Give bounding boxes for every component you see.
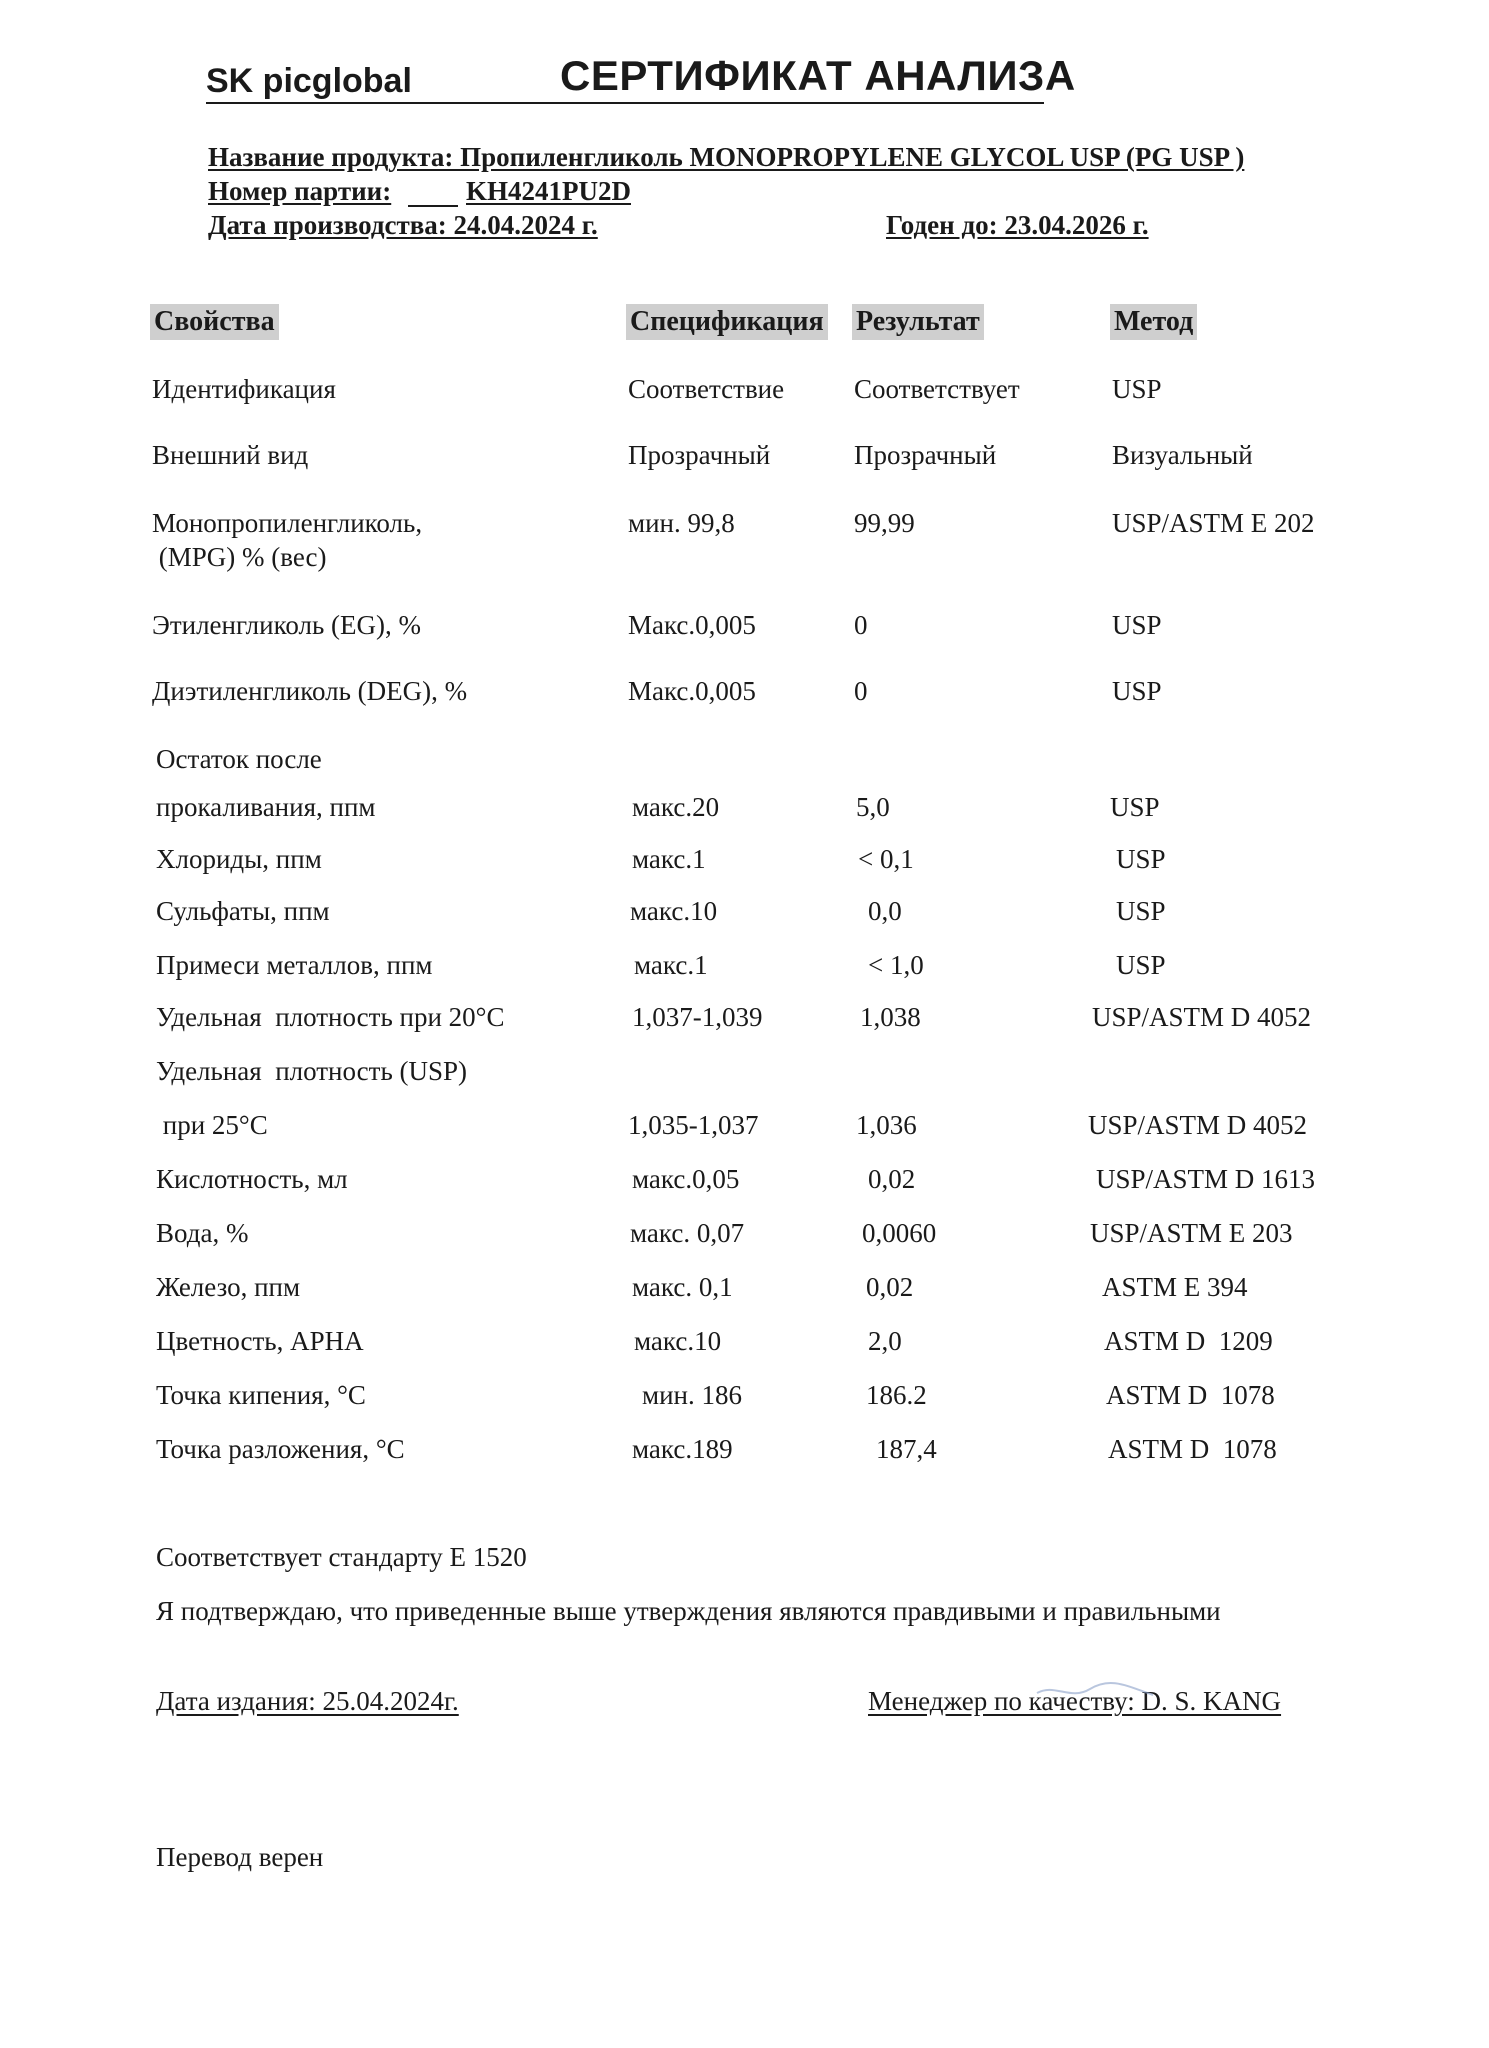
production-date: Дата производства: 24.04.2024 г.: [208, 210, 598, 240]
table-cell-result: 0,02: [866, 1272, 914, 1302]
table-cell-property: Диэтиленгликоль (DEG), %: [152, 676, 468, 706]
table-cell-spec: мин. 186: [642, 1380, 742, 1410]
table-cell-result: 187,4: [876, 1434, 937, 1464]
table-cell-property: Точка кипения, °С: [156, 1380, 366, 1410]
table-cell-spec: 1,035-1,037: [628, 1110, 759, 1140]
table-cell-result: Прозрачный: [854, 440, 997, 470]
table-cell-property: Удельная плотность при 20°С: [156, 1002, 505, 1032]
expiry-date: Годен до: 23.04.2026 г.: [886, 210, 1149, 240]
column-header-result: Результат: [852, 304, 984, 340]
table-cell-result: Соответствует: [854, 374, 1020, 404]
table-cell-property-line2: при 25°С: [156, 1110, 268, 1140]
table-cell-method: Визуальный: [1112, 440, 1253, 470]
table-cell-method: USP: [1112, 374, 1162, 404]
batch-label: Номер партии:: [208, 176, 392, 206]
table-cell-spec: макс.189: [632, 1434, 733, 1464]
standard-statement: Соответствует стандарту E 1520: [156, 1542, 527, 1572]
table-cell-property: Сульфаты, ппм: [156, 896, 330, 926]
table-cell-method: USP/ASTM D 1613: [1096, 1164, 1316, 1194]
table-cell-spec: макс.1: [634, 950, 708, 980]
table-cell-result: 5,0: [856, 792, 890, 822]
table-cell-property: Внешний вид: [152, 440, 309, 470]
table-cell-method: ASTM D 1078: [1106, 1380, 1275, 1410]
table-cell-property: Удельная плотность (USP): [156, 1056, 468, 1086]
table-cell-property: Вода, %: [156, 1218, 249, 1248]
table-cell-property: Точка разложения, °С: [156, 1434, 405, 1464]
table-cell-result: 2,0: [868, 1326, 902, 1356]
batch-number: KH4241PU2D: [466, 176, 631, 206]
table-cell-result: < 1,0: [868, 950, 924, 980]
table-cell-method: USP: [1116, 896, 1166, 926]
table-cell-result: 0: [854, 610, 868, 640]
table-cell-spec: макс.0,05: [632, 1164, 740, 1194]
translation-note: Перевод верен: [156, 1842, 324, 1872]
table-cell-property: Хлориды, ппм: [156, 844, 322, 874]
table-cell-result: < 0,1: [858, 844, 914, 874]
company-name: SK picglobal: [206, 62, 412, 100]
issue-date: Дата издания: 25.04.2024г.: [156, 1686, 459, 1716]
table-cell-result: 0: [854, 676, 868, 706]
column-header-method: Метод: [1110, 304, 1197, 340]
table-cell-property-line2: (MPG) % (вес): [152, 542, 327, 572]
table-cell-result: 186.2: [866, 1380, 927, 1410]
table-cell-method: USP/ASTM E 202: [1112, 508, 1315, 538]
signature-mark: [1035, 1675, 1155, 1705]
table-cell-property: Монопропиленгликоль,: [152, 508, 423, 538]
table-cell-property: Этиленгликоль (EG), %: [152, 610, 421, 640]
table-cell-property: Цветность, APHA: [156, 1326, 364, 1356]
table-cell-result: 0,0: [868, 896, 902, 926]
table-cell-method: USP: [1110, 792, 1160, 822]
product-name: Название продукта: Пропиленгликоль MONOPROPYLENE GLYCOL USP (PG USP ): [208, 142, 1245, 172]
table-cell-result: 1,038: [860, 1002, 921, 1032]
table-cell-method: USP: [1116, 950, 1166, 980]
table-cell-spec: Макс.0,005: [628, 676, 756, 706]
table-cell-property: Остаток после: [156, 744, 322, 774]
table-cell-method: USP/ASTM E 203: [1090, 1218, 1293, 1248]
table-cell-property: Кислотность, мл: [156, 1164, 348, 1194]
batch-spacer-line: [408, 176, 458, 207]
table-cell-spec: мин. 99,8: [628, 508, 735, 538]
table-cell-spec: Прозрачный: [628, 440, 771, 470]
table-cell-spec: 1,037-1,039: [632, 1002, 763, 1032]
table-cell-method: ASTM D 1078: [1108, 1434, 1277, 1464]
table-cell-method: ASTM D 1209: [1104, 1326, 1273, 1356]
table-cell-result: 99,99: [854, 508, 915, 538]
table-cell-result: 0,02: [868, 1164, 916, 1194]
table-cell-spec: макс.20: [632, 792, 720, 822]
column-header-properties: Свойства: [150, 304, 279, 340]
table-cell-property: Примеси металлов, ппм: [156, 950, 433, 980]
table-cell-spec: макс. 0,1: [632, 1272, 733, 1302]
table-cell-spec: Соответствие: [628, 374, 785, 404]
table-cell-spec: Макс.0,005: [628, 610, 756, 640]
table-cell-spec: макс.10: [630, 896, 718, 926]
table-cell-spec: макс.1: [632, 844, 706, 874]
table-cell-method: USP: [1112, 610, 1162, 640]
table-cell-property: Железо, ппм: [156, 1272, 301, 1302]
table-cell-property-line2: прокаливания, ппм: [156, 792, 376, 822]
table-cell-method: ASTM E 394: [1102, 1272, 1248, 1302]
table-cell-spec: макс. 0,07: [630, 1218, 745, 1248]
column-header-specification: Спецификация: [626, 304, 828, 340]
table-cell-result: 1,036: [856, 1110, 917, 1140]
table-cell-result: 0,0060: [862, 1218, 937, 1248]
table-cell-method: USP: [1112, 676, 1162, 706]
table-cell-method: USP/ASTM D 4052: [1088, 1110, 1308, 1140]
table-cell-spec: макс.10: [634, 1326, 722, 1356]
header-underline: [206, 102, 1044, 104]
table-cell-method: USP: [1116, 844, 1166, 874]
quality-manager: Менеджер по качеству: D. S. KANG: [868, 1686, 1282, 1716]
confirmation-statement: Я подтверждаю, что приведенные выше утверждения являются правдивыми и правильными: [156, 1596, 1221, 1626]
table-cell-property: Идентификация: [152, 374, 336, 404]
document-title: СЕРТИФИКАТ АНАЛИЗА: [560, 52, 1076, 99]
table-cell-method: USP/ASTM D 4052: [1092, 1002, 1312, 1032]
